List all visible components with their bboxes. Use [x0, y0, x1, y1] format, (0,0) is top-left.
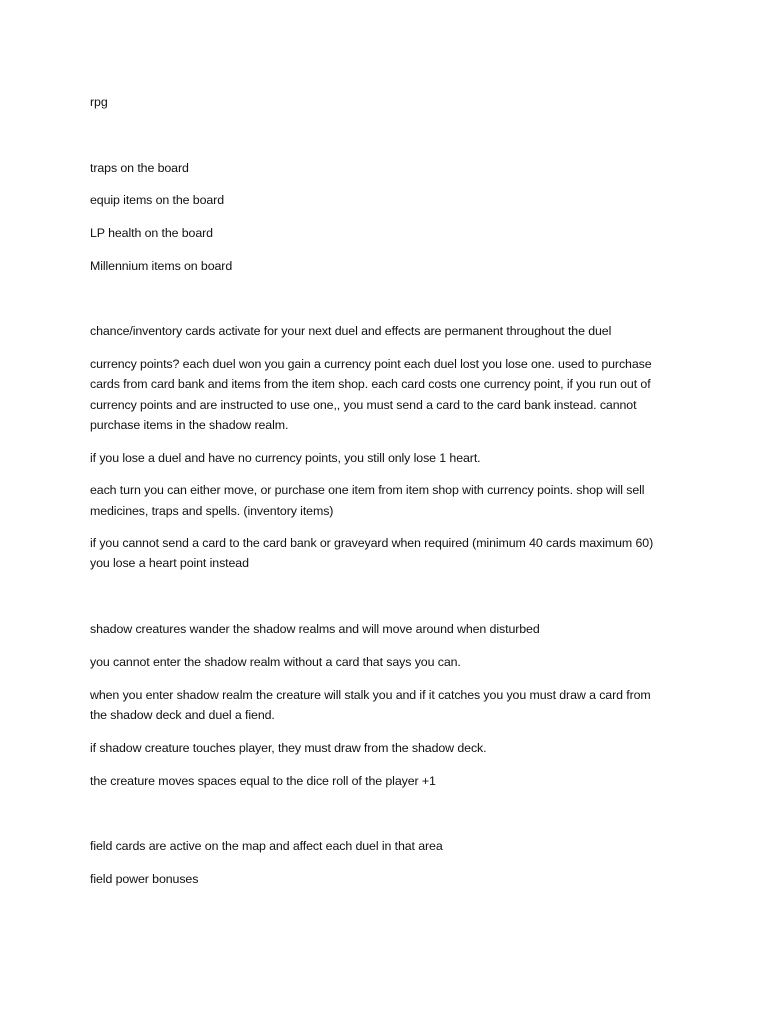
paragraph-currency-line-4: purchase items in the shadow realm.: [90, 418, 289, 432]
paragraph-shadow-touch: if shadow creature touches player, they must draw from the shadow deck.: [90, 741, 487, 755]
paragraph-lose-duel: if you lose a duel and have no currency points, you still only lose 1 heart.: [90, 451, 481, 465]
paragraph-stalk-line-2: the shadow deck and duel a fiend.: [90, 708, 275, 722]
paragraph-enter-shadow-realm: you cannot enter the shadow realm without a card that says you can.: [90, 655, 461, 669]
paragraph-shadow-creatures: shadow creatures wander the shadow realms and will move around when disturbed: [90, 622, 540, 636]
paragraph-chance-inventory: chance/inventory cards activate for your next duel and effects are permanent throughout the duel: [90, 324, 612, 338]
paragraph-each-turn-line-1: each turn you can either move, or purchase one item from item shop with currency points. shop will sell: [90, 483, 645, 497]
paragraph-currency-line-2: cards from card bank and items from the item shop. each card costs one currency point, if you run out of: [90, 377, 651, 391]
paragraph-field-cards: field cards are active on the map and affect each duel in that area: [90, 839, 443, 853]
paragraph-rpg-title: rpg: [90, 95, 108, 109]
paragraph-creature-moves: the creature moves spaces equal to the dice roll of the player +1: [90, 774, 436, 788]
paragraph-traps: traps on the board: [90, 161, 189, 175]
paragraph-currency-line-3: currency points and are instructed to use one,, you must send a card to the card bank instead. cannot: [90, 398, 637, 412]
paragraph-millennium-items: Millennium items on board: [90, 259, 233, 273]
paragraph-equip-items: equip items on the board: [90, 193, 224, 207]
paragraph-stalk-line-1: when you enter shadow realm the creature will stalk you and if it catches you you must draw a card from: [90, 688, 651, 702]
paragraph-each-turn-line-2: medicines, traps and spells. (inventory items): [90, 504, 334, 518]
paragraph-field-power: field power bonuses: [90, 872, 199, 886]
paragraph-lp-health: LP health on the board: [90, 226, 213, 240]
paragraph-card-bank-line-2: you lose a heart point instead: [90, 556, 249, 570]
paragraph-currency-line-1: currency points? each duel won you gain a currency point each duel lost you lose one. used to purchase: [90, 357, 652, 371]
paragraph-card-bank-line-1: if you cannot send a card to the card bank or graveyard when required (minimum 40 cards maximum 60): [90, 536, 654, 550]
